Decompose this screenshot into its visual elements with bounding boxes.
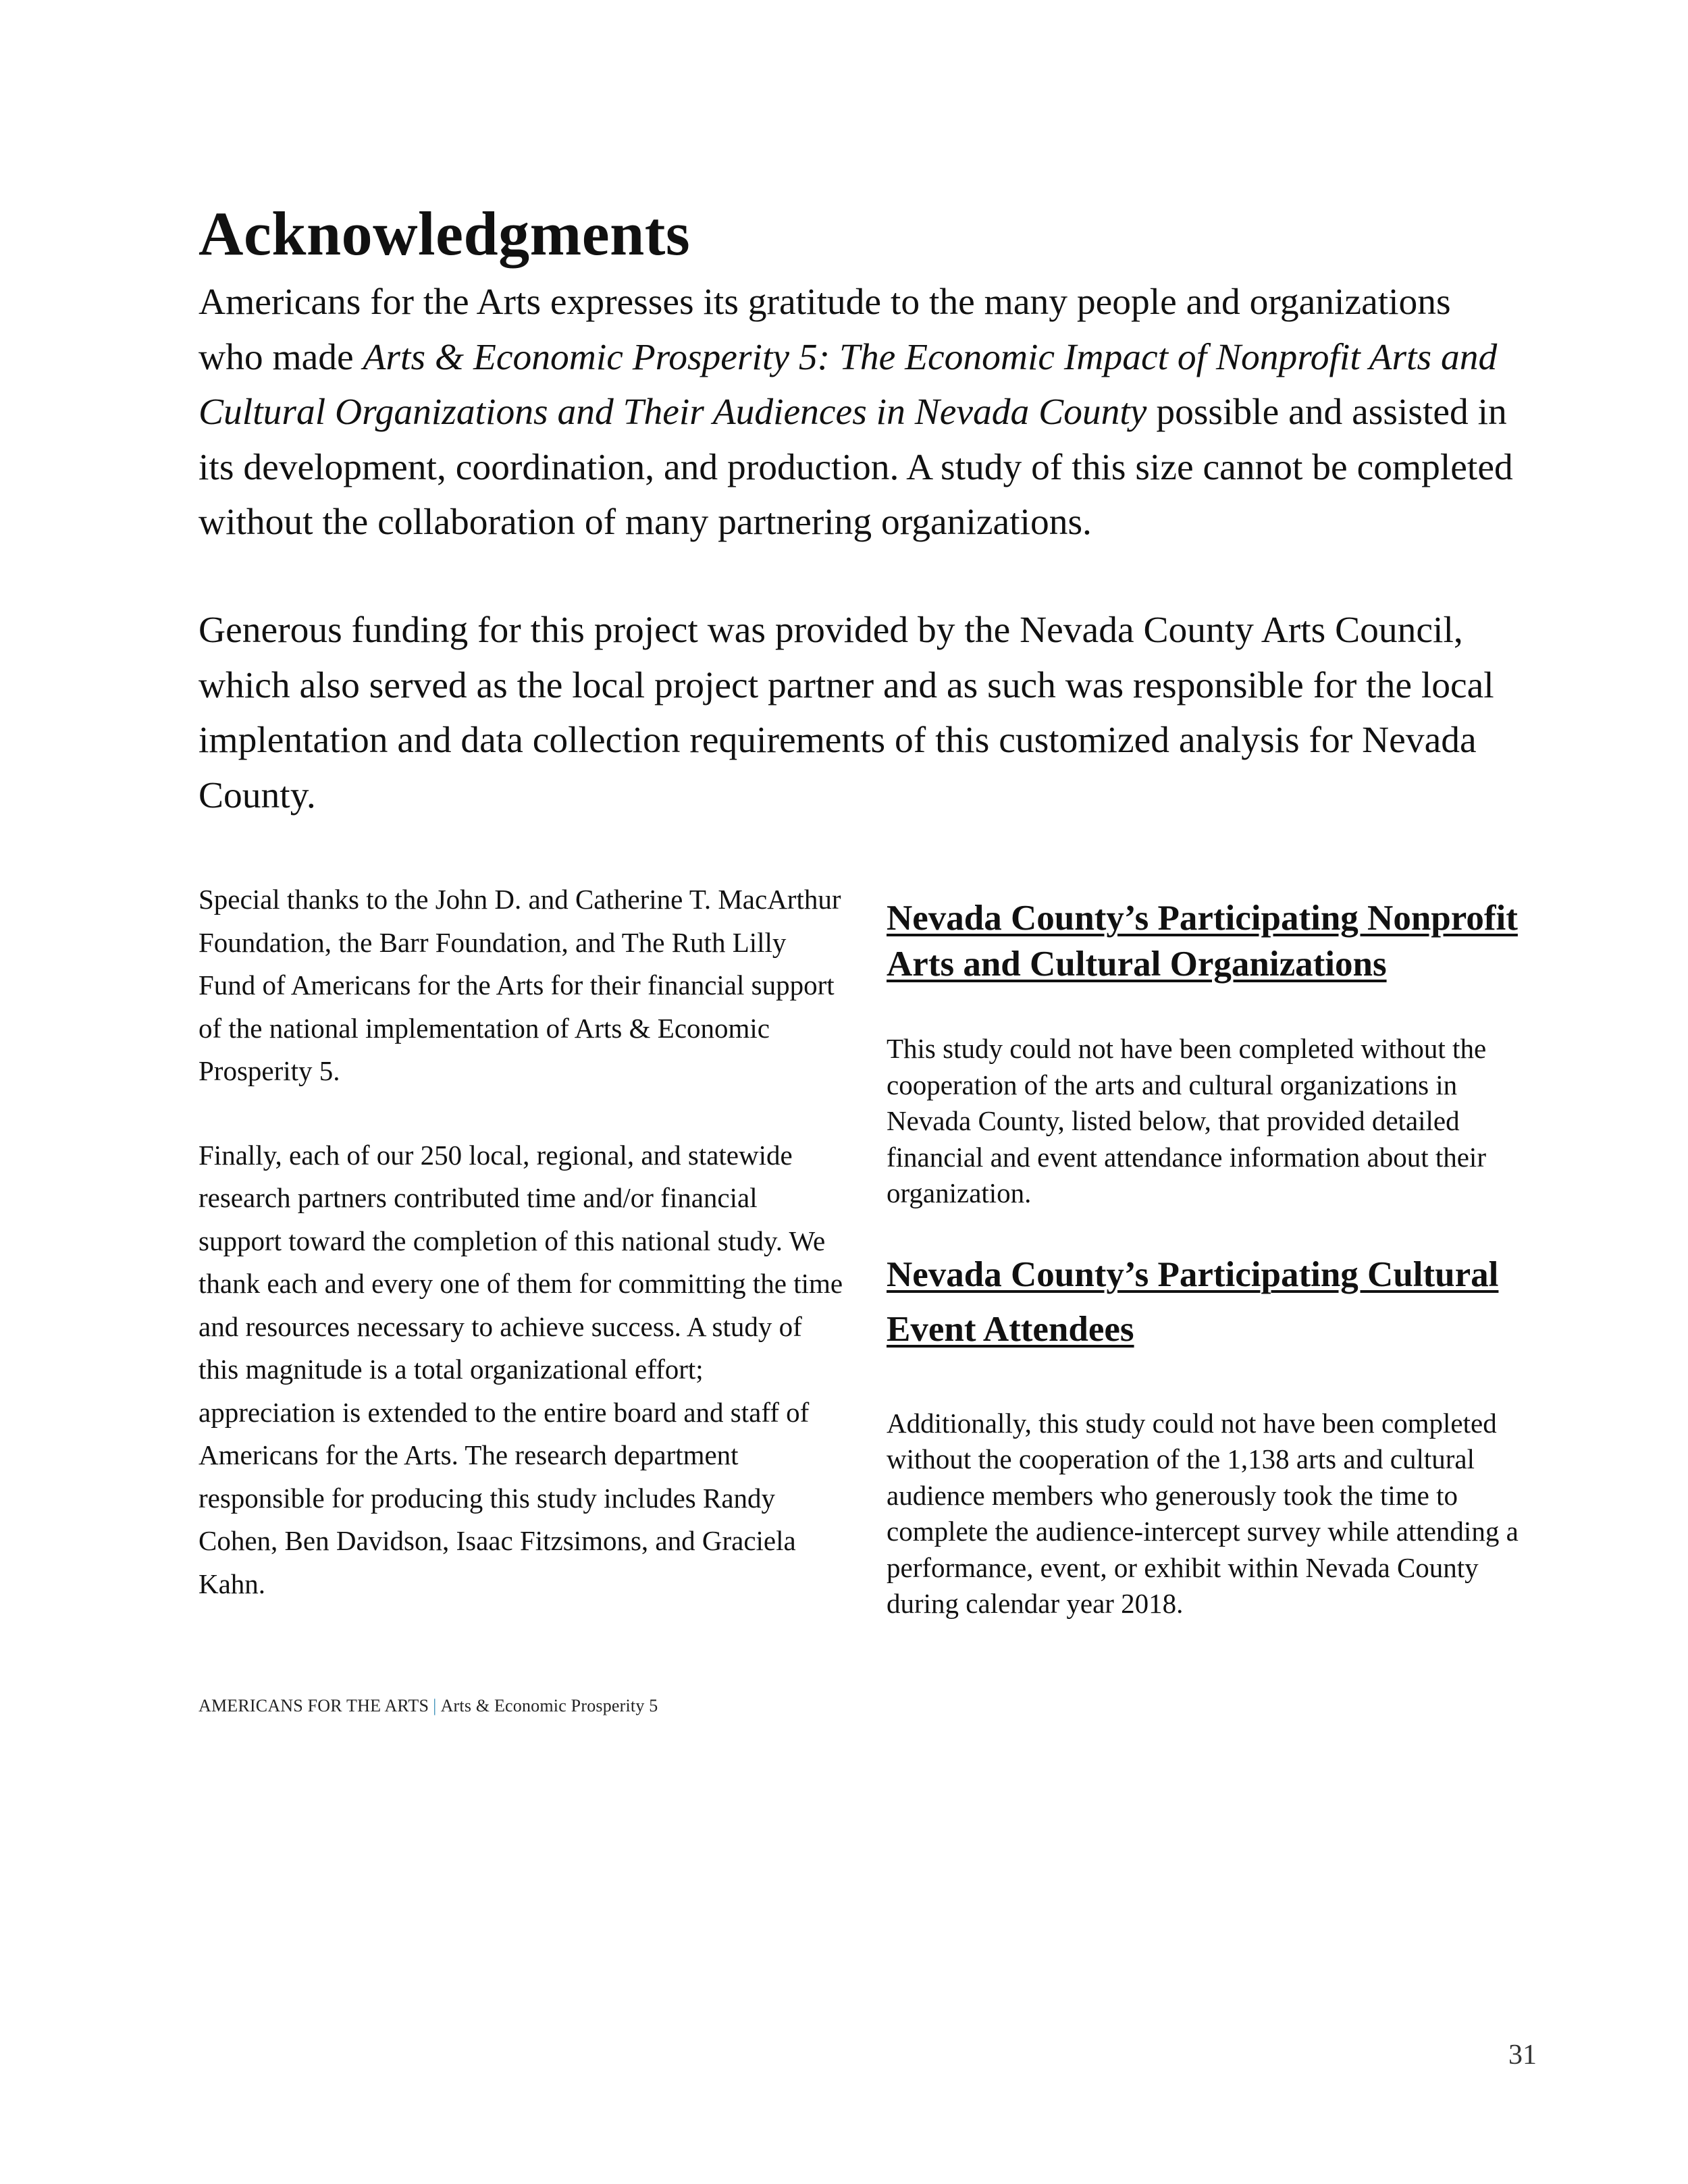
- page-title: Acknowledgments: [199, 199, 691, 268]
- participating-organizations-heading: Nevada County’s Participating Nonprofit Arts and Cultural Organizations: [887, 899, 1518, 984]
- page-number: 31: [1508, 2040, 1537, 2071]
- participating-attendees-text: Additionally, this study could not have been completed without the cooperation of the 1,138 arts and cultural audience members who generously took the time to complete the audience-intercept survey while attending a performance, event, or exhibit within Nevada County during calendar year 2018.: [887, 1407, 1519, 1619]
- special-thanks-paragraph: Special thanks to the John D. and Catherine T. MacArthur Foundation, the Barr Foundation, and The Ruth Lilly Fund of Americans for the Arts for their financial support of the national implementation of Arts & Economic Prosperity 5.: [199, 884, 841, 1086]
- intro-paragraph-1: [199, 275, 1522, 550]
- right-column: [887, 895, 1548, 1622]
- participating-attendees-heading: Nevada County’s Participating Cultural Event Attendees: [887, 1254, 1499, 1349]
- footer-org: AMERICANS FOR THE ARTS: [199, 1696, 429, 1715]
- left-column: [199, 878, 847, 1605]
- participating-organizations-text: This study could not have been completed without the cooperation of the arts and cultural organizations in Nevada County, listed below, that provided detailed financial and event attendance information about their organization.: [887, 1033, 1487, 1208]
- research-partners-paragraph: Finally, each of our 250 local, regional, and statewide research partners contributed time and/or financial support toward the completion of this national study. We thank each and every one of them for committing the time and resources necessary to achieve success. A study of this magnitude is a total organizational effort; appreciation is extended to the entire board and staff of Americans for the Arts. The research department responsible for producing this study includes Randy Cohen, Ben Davidson, Isaac Fitzsimons, and Graciela Kahn.: [199, 1139, 843, 1599]
- intro-paragraph-1-lead: Americans for the Arts expresses its gratitude to the many people and organizations who made: [199, 282, 1451, 378]
- page-footer: [199, 1696, 658, 1716]
- intro-paragraph-2: Generous funding for this project was provided by the Nevada County Arts Council, which also served as the local project partner and as such was responsible for the local implentation and data collection requirements of this customized analysis for Nevada County.: [199, 610, 1494, 816]
- intro-paragraph-1-tail: possible and assisted in its development, coordination, and production. A study of this size cannot be completed without the collaboration of many partnering organizations.: [199, 392, 1513, 543]
- study-title-italic: Arts & Economic Prosperity 5: The Economic Impact of Nonprofit Arts and Cultural Organizations and Their Audiences in Nevada County: [199, 336, 1498, 433]
- footer-separator: |: [433, 1696, 437, 1715]
- footer-report-title: Arts & Economic Prosperity 5: [440, 1696, 658, 1715]
